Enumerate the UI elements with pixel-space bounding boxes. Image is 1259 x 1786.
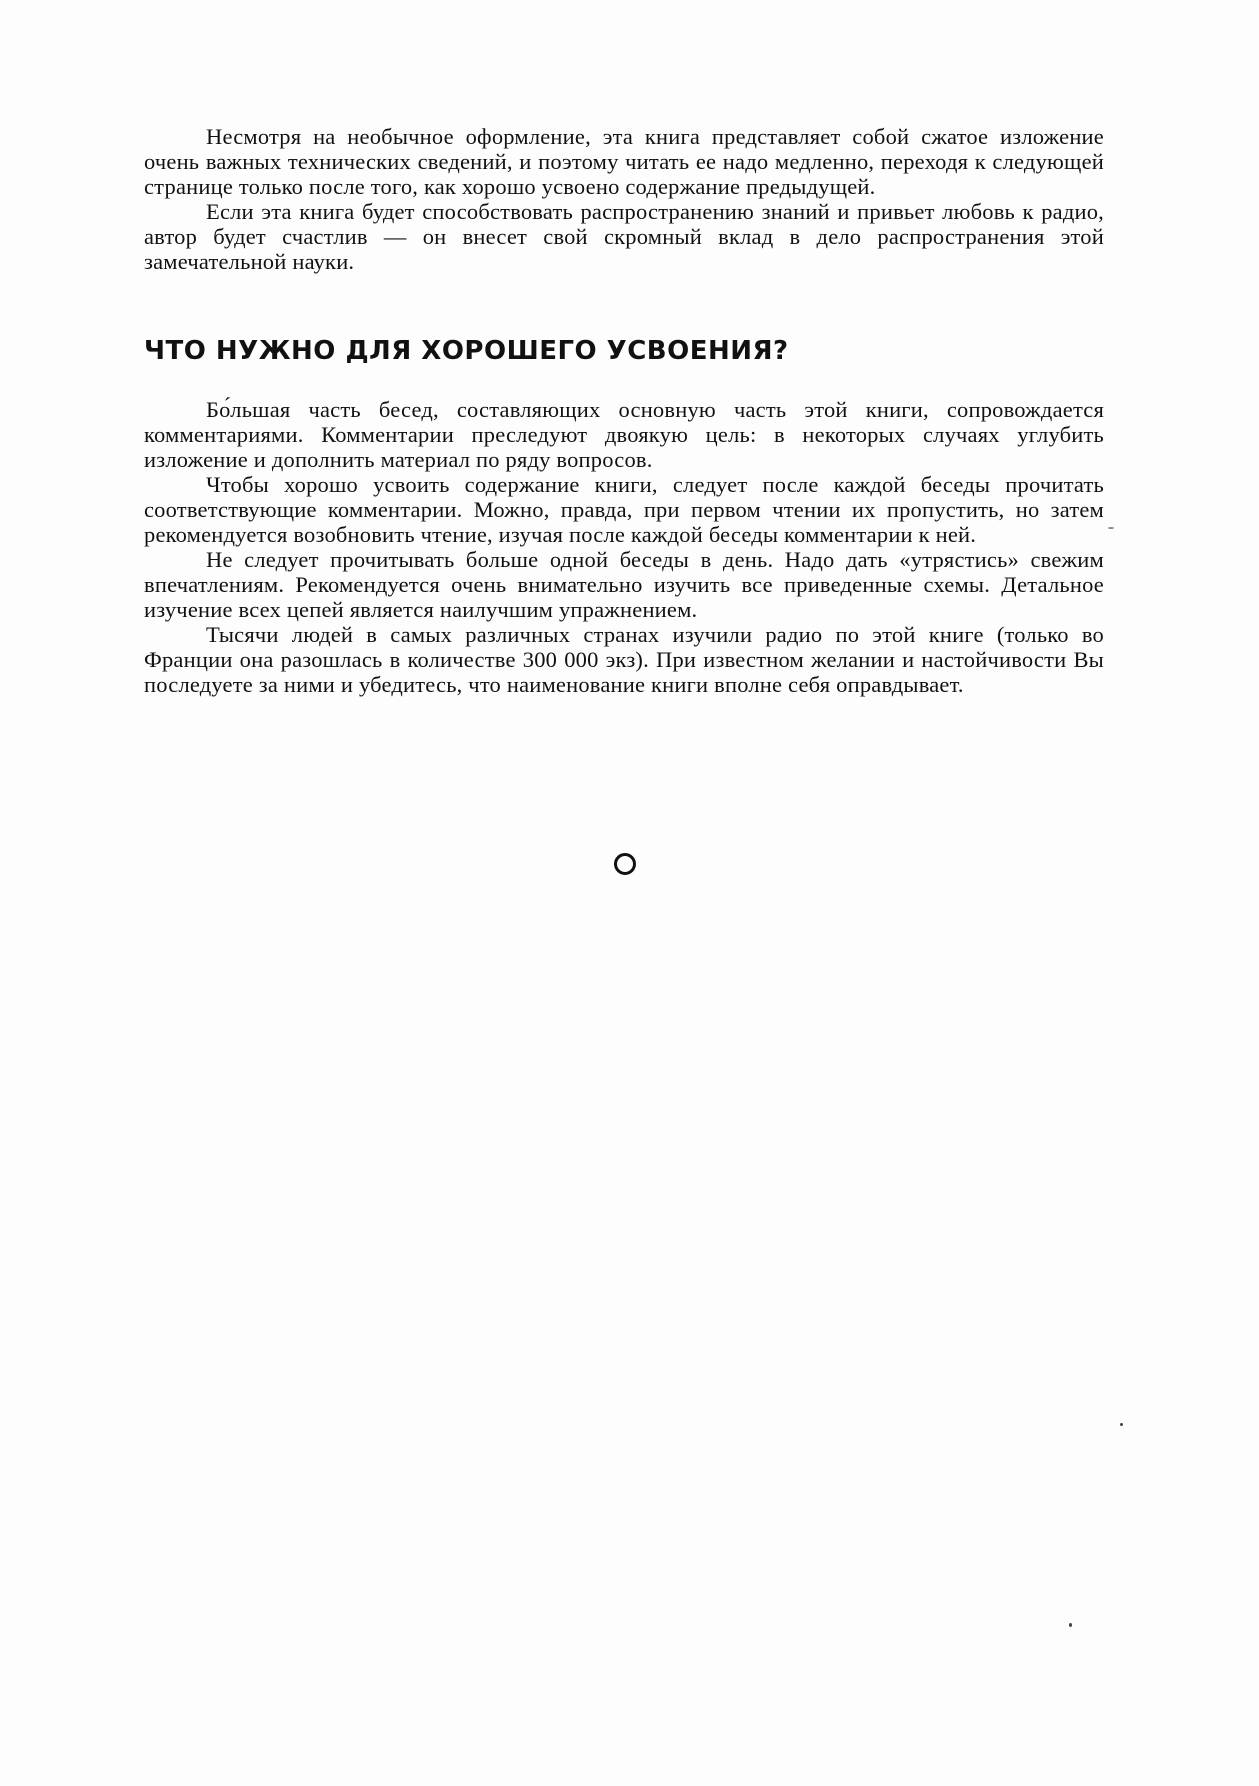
circle-ornament-icon	[614, 853, 636, 875]
scan-speck	[1120, 1423, 1123, 1426]
section-body	[144, 397, 1104, 697]
intro-text	[144, 124, 1104, 274]
intro-paragraph: Несмотря на необычное оформление, эта книга представляет собой сжатое изложение очень важных технических сведений, и поэтому читать ее надо медленно, переходя к следующей странице только после того, как хорошо усвоено содержание предыдущей.	[144, 124, 1104, 199]
section-paragraph: Тысячи людей в самых различных странах изучили радио по этой книге (только во Франции она разошлась в количестве 300 000 экз). При известном желании и настойчивости Вы последуете за ними и убедитесь, что наименование книги вполне себя оправдывает.	[144, 622, 1104, 697]
scan-speck	[1069, 1623, 1072, 1627]
intro-paragraph: Если эта книга будет способствовать распространению знаний и привьет любовь к радио, автор будет счастлив — он внесет свой скромный вклад в дело распространения этой замечательной науки.	[144, 199, 1104, 274]
section-paragraph: Бо́льшая часть бесед, составляющих основную часть этой книги, сопровождается комментариями. Комментарии преследуют двоякую цель: в некоторых случаях углубить изложение и дополнить материал по ряду вопросов.	[144, 397, 1104, 472]
scan-speck	[1108, 527, 1114, 529]
section-paragraph: Не следует прочитывать больше одной беседы в день. Надо дать «утрястись» свежим впечатлениям. Рекомендуется очень внимательно изучить все приведенные схемы. Детальное изучение всех цепей является наилучшим упражнением.	[144, 547, 1104, 622]
section-heading: ЧТО НУЖНО ДЛЯ ХОРОШЕГО УСВОЕНИЯ?	[144, 336, 789, 366]
section-paragraph: Чтобы хорошо усвоить содержание книги, следует после каждой беседы прочитать соответствующие комментарии. Можно, правда, при первом чтении их пропустить, но затем рекомендуется возобновить чтение, изучая после каждой беседы комментарии к ней.	[144, 472, 1104, 547]
